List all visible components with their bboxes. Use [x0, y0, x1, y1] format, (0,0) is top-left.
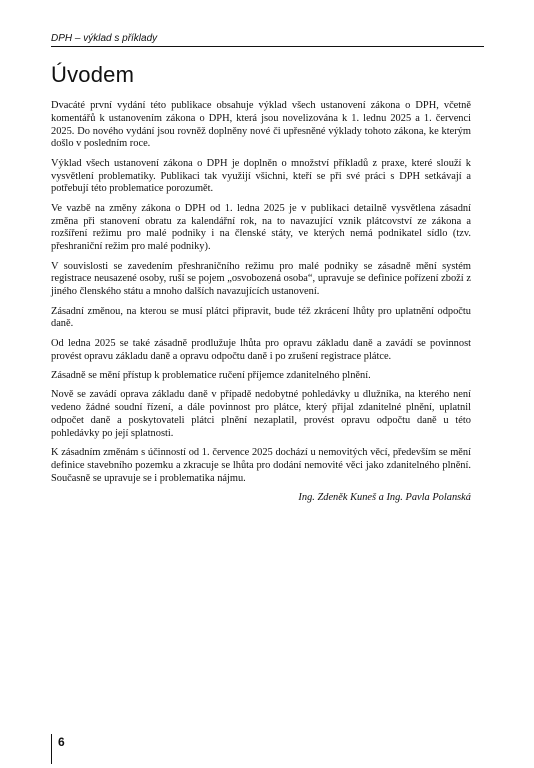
paragraph: K zásadním změnám s účinností od 1. července 2025 dochází u nemovitých věcí, především se mění definice stavebního pozemku a zkracuje se lhůta pro dodání nemovité věci jako zdanitelného plnění. Současně se upravuje se i problematika nájmu.: [51, 447, 471, 484]
page-number: 6: [51, 734, 65, 764]
paragraph: V souvislosti se zavedením přeshraničního režimu pro malé podniky se zásadně mění systém registrace neusazené osoby, ruší se pojem „osvobozená osoba“, upravuje se definice pořízení zboží z jiného členského státu a mnoho dalších navazujících ustanovení.: [51, 260, 471, 298]
paragraph: Dvacáté první vydání této publikace obsahuje výklad všech ustanovení zákona o DPH, včetně komentářů k ustanovením zákona o DPH, která jsou novelizována k 1. lednu 2025 a 1. červenci 2025. Do nového vydání jsou rovněž doplněny nové či upřesněné výklady tohoto zákona, ke kterým došlo v posledním roce.: [51, 100, 471, 150]
paragraph: Ve vazbě na změny zákona o DPH od 1. ledna 2025 je v publikaci detailně vysvětlena zásadní změna při stanovení obratu za kalendářní rok, na to navazující vznik plátcovství ze zákona a rozšíření režimu pro malé podniky i na členské státy, ve kterých nemá podnikatel sídlo (tzv. přeshraniční režim pro malé podniky).: [51, 202, 471, 253]
paragraph: Výklad všech ustanovení zákona o DPH je doplněn o množství příkladů z praxe, které slouží k vysvětlení problematiky. Publikaci tak využijí všichni, kteří se při své práci s DPH setkávají a potřebují této problematice porozumět.: [51, 157, 471, 195]
running-header: DPH – výklad s příklady: [51, 33, 484, 47]
paragraph: Nově se zavádí oprava základu daně v případě nedobytné pohledávky u dlužníka, na kterého není vedeno žádné soudní řízení, a dále povinnost pro plátce, který přijal zdanitelné plnění, uplatnil odpočet daně a poskytovateli plátci plnění nezaplatil, provést opravu odpočtu daně u této pohledávky po její splatnosti.: [51, 389, 471, 439]
paragraph: Zásadní změnou, na kterou se musí plátci připravit, bude též zkrácení lhůty pro uplatnění odpočtu daně.: [51, 305, 471, 330]
author-signature: Ing. Zdeněk Kuneš a Ing. Pavla Polanská: [298, 492, 471, 504]
page-title: Úvodem: [51, 62, 135, 87]
paragraph: Zásadně se mění přístup k problematice ručení příjemce zdanitelného plnění.: [51, 369, 371, 381]
paragraph: Od ledna 2025 se také zásadně prodlužuje lhůta pro opravu základu daně a zavádí se povinnost provést opravu základu daně a opravu odpočtu daně i po zrušení registrace plátce.: [51, 337, 471, 362]
body-text: [51, 100, 471, 505]
